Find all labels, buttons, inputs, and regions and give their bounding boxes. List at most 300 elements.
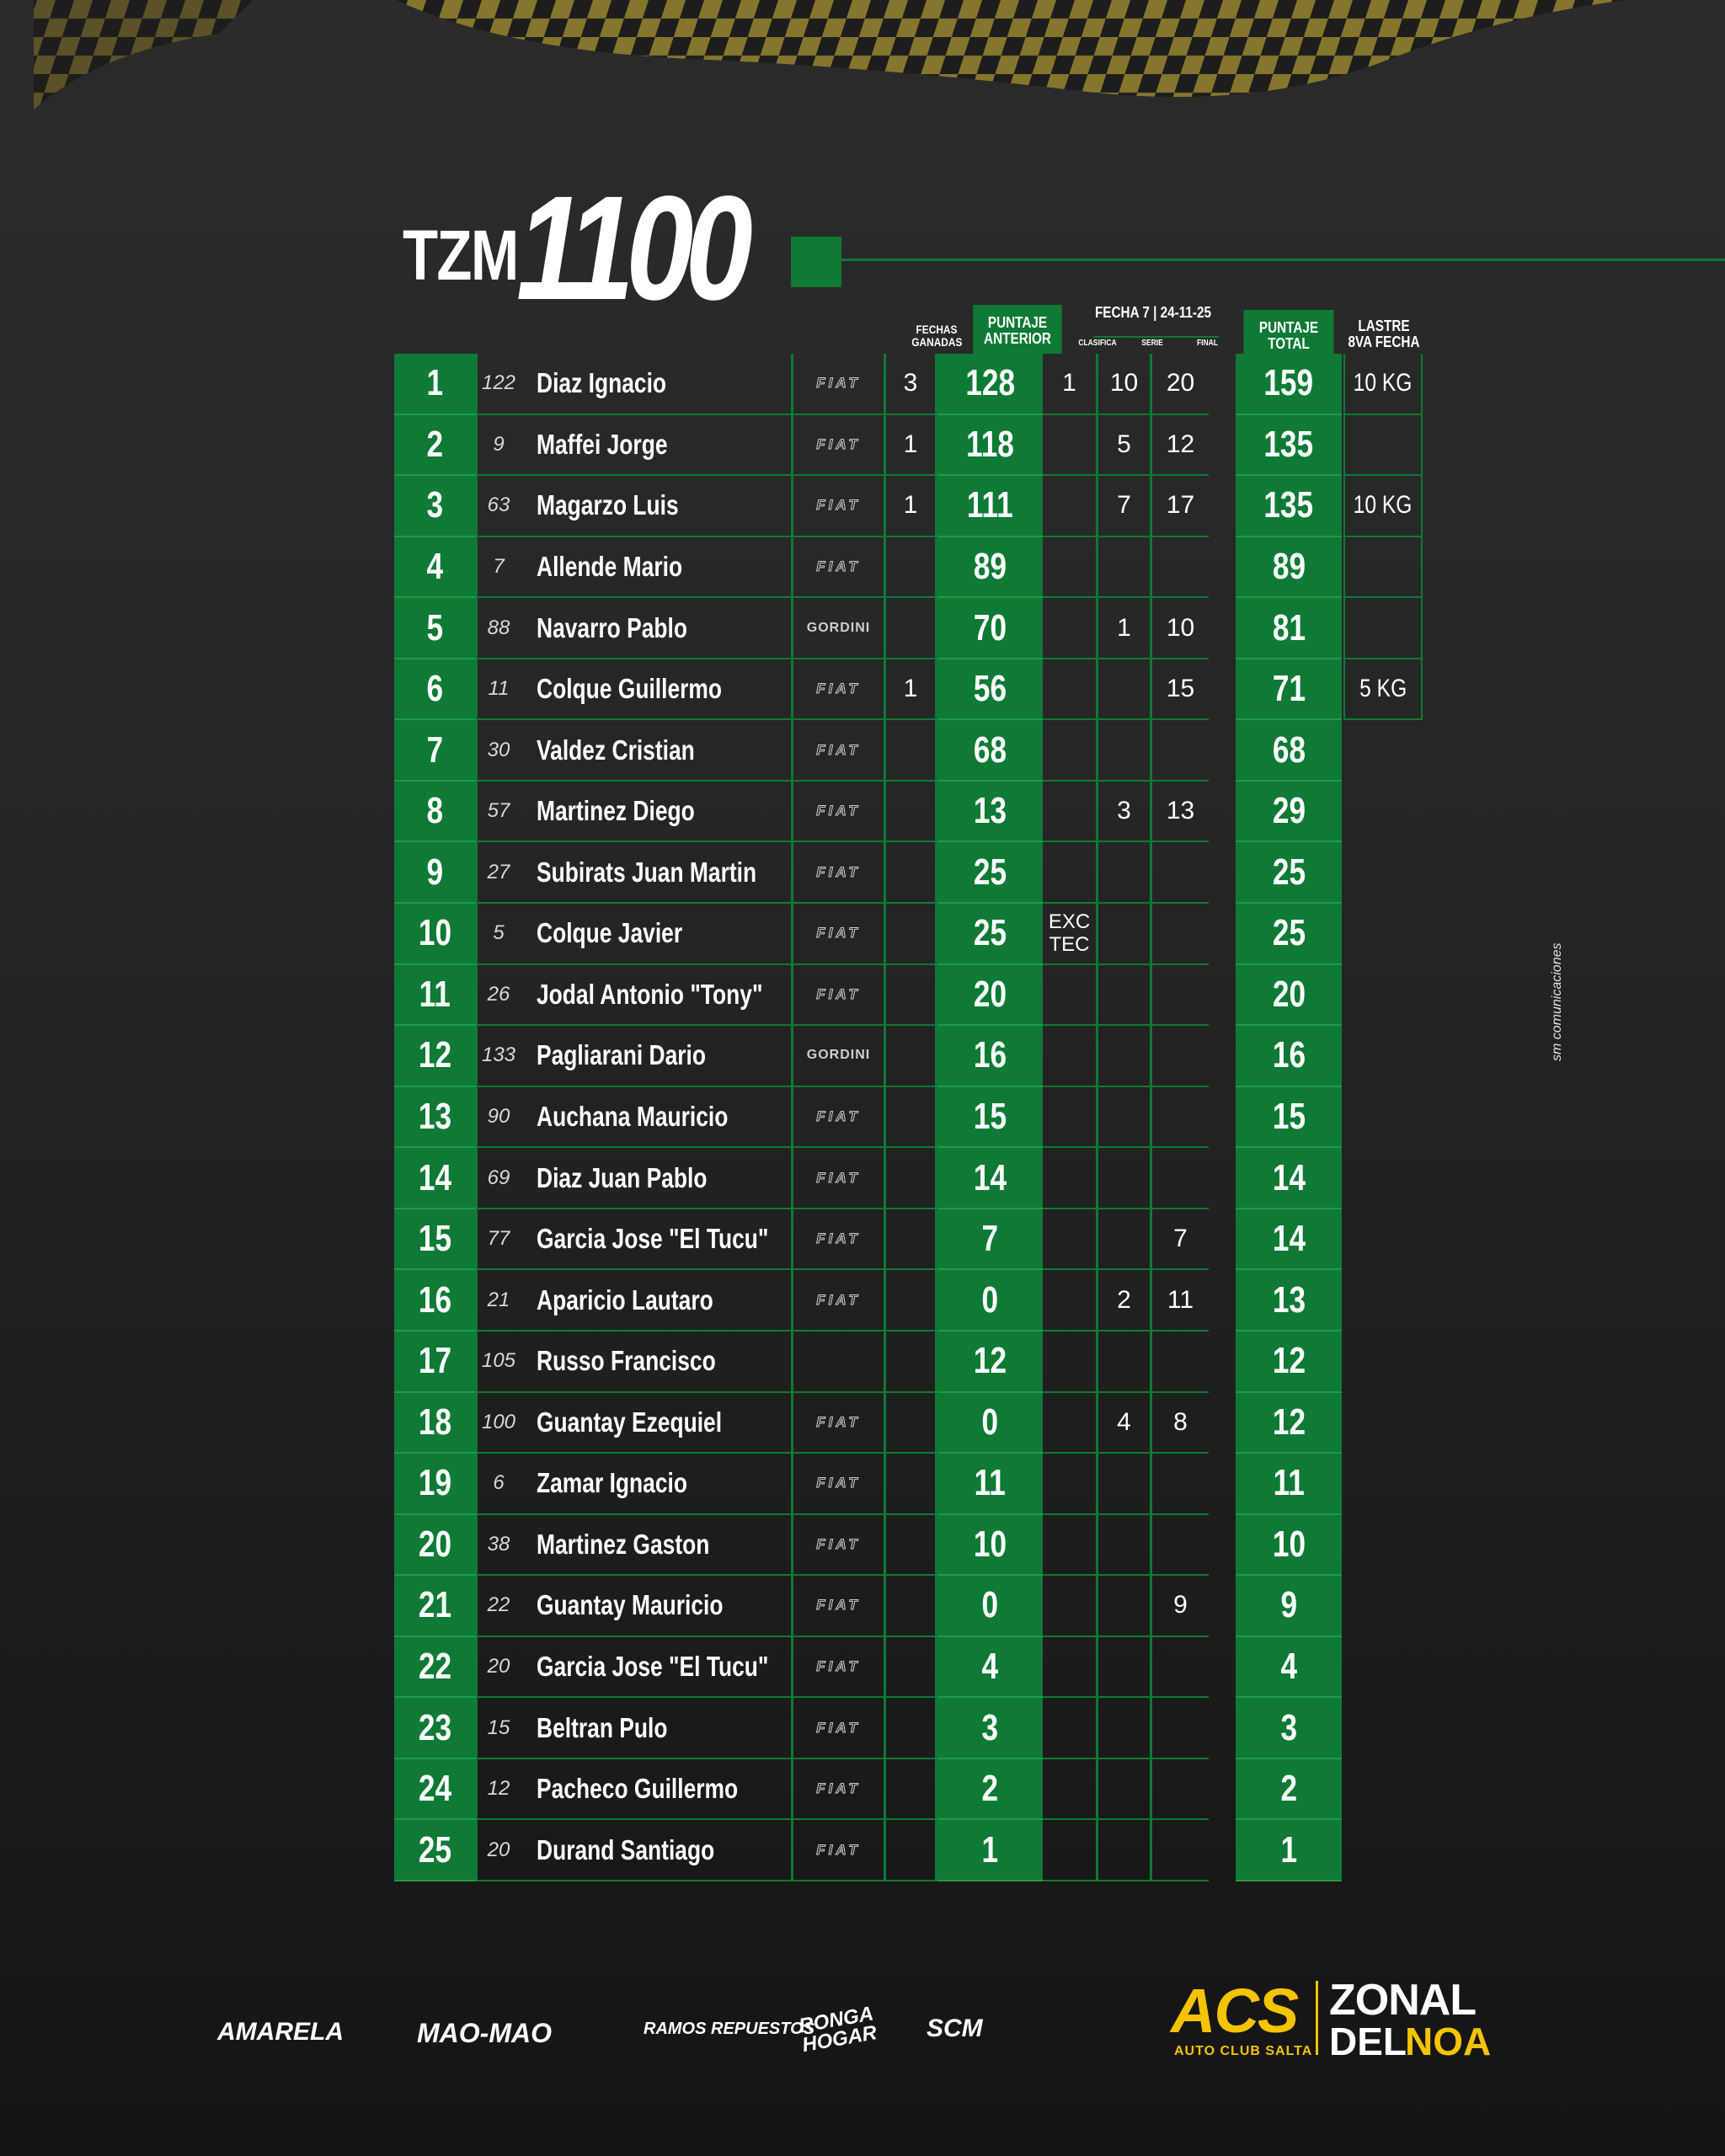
- brand-cell: [791, 598, 884, 659]
- position-value: 21: [418, 1584, 452, 1626]
- position-value: 24: [418, 1768, 452, 1810]
- brand-logo: GORDINI: [806, 620, 871, 635]
- puntaje-anterior-value: 3: [981, 1706, 999, 1748]
- driver-name: Diaz Juan Pablo: [537, 1161, 708, 1193]
- driver-name: Guantay Ezequiel: [537, 1406, 723, 1438]
- table-row: [394, 782, 1342, 843]
- puntaje-anterior-value: 20: [973, 973, 1007, 1015]
- driver-name: Colque Guillermo: [537, 673, 723, 705]
- zonal-logo-line1: ZONAL: [1329, 1976, 1477, 2025]
- brand-logo: FIAT: [816, 435, 861, 452]
- puntaje-anterior-value: 128: [965, 362, 1015, 404]
- brand-logo: FIAT: [816, 741, 861, 758]
- final-cell: [1152, 965, 1209, 1027]
- fechas-ganadas-cell: 1: [884, 476, 937, 537]
- final-cell: [1152, 1820, 1209, 1881]
- table-row: [394, 415, 1342, 477]
- puntaje-total-value: 11: [1273, 1462, 1305, 1504]
- brand-cell: [791, 1637, 884, 1699]
- car-number-cell: 122: [476, 354, 520, 415]
- fechas-ganadas-cell: [884, 1637, 937, 1699]
- driver-name: Russo Francisco: [537, 1345, 716, 1377]
- position-cell: [394, 1759, 476, 1821]
- table-row: [394, 1026, 1342, 1087]
- puntaje-anterior-value: 0: [981, 1278, 999, 1321]
- puntaje-anterior-value: 68: [973, 728, 1007, 771]
- puntaje-anterior-value: 56: [973, 668, 1007, 710]
- car-number-cell: 5: [476, 904, 520, 965]
- puntaje-anterior-value: 14: [973, 1156, 1007, 1198]
- driver-name-cell: [520, 1820, 791, 1881]
- driver-name-cell: [520, 415, 791, 477]
- brand-cell: [791, 659, 884, 721]
- position-cell: [394, 1698, 476, 1759]
- car-number-cell: 57: [476, 782, 520, 843]
- car-number-cell: 27: [476, 842, 520, 904]
- brand-cell: [791, 537, 884, 599]
- driver-name-cell: [520, 1087, 791, 1149]
- position-cell: [394, 965, 476, 1027]
- position-cell: [394, 659, 476, 721]
- puntaje-anterior-cell: [937, 537, 1043, 599]
- position-value: 1: [426, 362, 444, 404]
- fechas-ganadas-cell: [884, 842, 937, 904]
- brand-logo: FIAT: [816, 1291, 861, 1308]
- sponsor-mao-mao: MAO-MAO: [417, 2018, 552, 2048]
- position-cell: [394, 1515, 476, 1577]
- position-value: 23: [418, 1706, 452, 1748]
- car-number-cell: 21: [476, 1270, 520, 1331]
- driver-name-cell: [520, 1515, 791, 1577]
- puntaje-total-cell: [1236, 842, 1342, 904]
- clasifica-cell: [1043, 842, 1098, 904]
- car-number-cell: 69: [476, 1148, 520, 1209]
- brand-logo: FIAT: [816, 985, 861, 1002]
- brand-cell: [791, 354, 884, 415]
- car-number-cell: 38: [476, 1515, 520, 1577]
- puntaje-anterior-value: 70: [973, 606, 1007, 648]
- clasifica-cell: [1043, 598, 1098, 659]
- car-number-cell: 100: [476, 1393, 520, 1454]
- puntaje-anterior-cell: [937, 1393, 1043, 1454]
- driver-name-cell: [520, 904, 791, 965]
- position-value: 5: [426, 606, 444, 648]
- final-cell: [1152, 1637, 1209, 1699]
- position-value: 2: [426, 423, 444, 465]
- puntaje-anterior-value: 0: [981, 1584, 999, 1626]
- puntaje-total-cell: [1236, 1209, 1342, 1271]
- brand-logo: FIAT: [816, 1535, 861, 1552]
- clasifica-cell: [1043, 1026, 1098, 1087]
- sponsor-scm: SCM: [927, 2015, 983, 2042]
- fechas-ganadas-cell: [884, 598, 937, 659]
- puntaje-anterior-cell: [937, 1576, 1043, 1637]
- puntaje-total-cell: [1236, 537, 1342, 599]
- table-row: [394, 1393, 1342, 1454]
- serie-cell: [1098, 659, 1152, 721]
- final-cell: 11: [1152, 1270, 1209, 1331]
- clasifica-cell: [1043, 1393, 1098, 1454]
- serie-cell: [1098, 842, 1152, 904]
- lastre-cell: [1343, 415, 1423, 477]
- driver-name-cell: [520, 1270, 791, 1331]
- puntaje-total-value: 12: [1272, 1401, 1306, 1443]
- position-cell: [394, 1820, 476, 1881]
- position-value: 12: [418, 1034, 452, 1076]
- serie-cell: [1098, 1576, 1152, 1637]
- final-cell: [1152, 1087, 1209, 1149]
- final-cell: 7: [1152, 1209, 1209, 1271]
- fechas-ganadas-cell: 1: [884, 659, 937, 721]
- puntaje-anterior-value: 10: [973, 1523, 1007, 1565]
- puntaje-total-cell: [1236, 354, 1342, 415]
- puntaje-anterior-cell: [937, 1759, 1043, 1821]
- puntaje-total-value: 15: [1272, 1095, 1306, 1137]
- puntaje-anterior-cell: [937, 1698, 1043, 1759]
- puntaje-total-value: 25: [1272, 851, 1306, 893]
- logo-divider: [1316, 1981, 1318, 2055]
- table-row: [394, 1698, 1342, 1759]
- lastre-cell: [1343, 537, 1423, 599]
- brand-cell: [791, 1270, 884, 1331]
- driver-name: Aparicio Lautaro: [537, 1283, 713, 1315]
- position-cell: [394, 415, 476, 477]
- brand-logo: FIAT: [816, 1107, 861, 1124]
- driver-name: Allende Mario: [537, 550, 683, 582]
- final-cell: 8: [1152, 1393, 1209, 1454]
- table-row: [394, 1331, 1342, 1393]
- puntaje-anterior-value: 89: [973, 545, 1007, 587]
- puntaje-total-value: 10: [1272, 1523, 1306, 1565]
- fechas-ganadas-cell: [884, 1148, 937, 1209]
- position-cell: [394, 1270, 476, 1331]
- position-cell: [394, 598, 476, 659]
- driver-name-cell: [520, 1637, 791, 1699]
- puntaje-total-cell: [1236, 965, 1342, 1027]
- brand-cell: [791, 1026, 884, 1087]
- puntaje-total-value: 14: [1272, 1156, 1306, 1198]
- car-number-cell: 7: [476, 537, 520, 599]
- puntaje-total-cell: [1236, 1148, 1342, 1209]
- fechas-ganadas-cell: [884, 1698, 937, 1759]
- clasifica-cell: [1043, 537, 1098, 599]
- puntaje-anterior-value: 12: [973, 1340, 1007, 1382]
- puntaje-anterior-cell: [937, 476, 1043, 537]
- driver-name: Jodal Antonio "Tony": [537, 978, 763, 1010]
- driver-name: Auchana Mauricio: [537, 1100, 729, 1132]
- position-cell: [394, 1331, 476, 1393]
- brand-cell: [791, 842, 884, 904]
- driver-name-cell: [520, 720, 791, 782]
- brand-logo: FIAT: [816, 497, 861, 514]
- final-cell: [1152, 1759, 1209, 1821]
- acs-logo-subtitle: AUTO CLUB SALTA: [1174, 2044, 1313, 2058]
- header-puntaje-anterior: PUNTAJE ANTERIOR: [973, 305, 1061, 354]
- table-row: [394, 354, 1413, 415]
- puntaje-anterior-cell: [937, 415, 1043, 477]
- lastre-cell: [1343, 354, 1423, 415]
- table-row: [394, 965, 1342, 1027]
- checkered-flag-banner: [0, 0, 1725, 118]
- lastre-value: 5 KG: [1359, 675, 1407, 703]
- fechas-ganadas-cell: [884, 1759, 937, 1821]
- lastre-cell: [1343, 598, 1423, 659]
- puntaje-anterior-value: 25: [973, 912, 1007, 954]
- puntaje-anterior-cell: [937, 1454, 1043, 1515]
- final-cell: [1152, 904, 1209, 965]
- driver-name-cell: [520, 659, 791, 721]
- puntaje-anterior-cell: [937, 1087, 1043, 1149]
- brand-logo: FIAT: [816, 863, 861, 880]
- position-cell: [394, 1087, 476, 1149]
- position-value: 19: [418, 1462, 452, 1504]
- position-value: 9: [426, 851, 444, 893]
- final-cell: [1152, 1148, 1209, 1209]
- header-fechas-ganadas: FECHAS GANADAS: [911, 323, 963, 349]
- puntaje-total-cell: [1236, 415, 1342, 477]
- puntaje-anterior-cell: [937, 782, 1043, 843]
- position-value: 6: [426, 668, 444, 710]
- position-cell: [394, 1393, 476, 1454]
- brand-logo: FIAT: [816, 1597, 861, 1614]
- zonal-del-noa-logo: [1329, 1975, 1498, 2068]
- table-row: [394, 1820, 1342, 1881]
- driver-name: Navarro Pablo: [537, 611, 687, 643]
- puntaje-total-value: 25: [1272, 912, 1306, 954]
- table-row: [394, 1576, 1342, 1637]
- fechas-ganadas-cell: [884, 904, 937, 965]
- fechas-ganadas-cell: [884, 1087, 937, 1149]
- position-cell: [394, 904, 476, 965]
- serie-cell: [1098, 904, 1152, 965]
- car-number-cell: 88: [476, 598, 520, 659]
- clasifica-cell: [1043, 1270, 1098, 1331]
- driver-name: Diaz Ignacio: [537, 367, 667, 399]
- final-cell: 13: [1152, 782, 1209, 843]
- brand-cell: [791, 1209, 884, 1271]
- driver-name-cell: [520, 1331, 791, 1393]
- clasifica-cell: [1043, 1209, 1098, 1271]
- driver-name: Pacheco Guillermo: [537, 1773, 739, 1805]
- serie-cell: [1098, 720, 1152, 782]
- puntaje-anterior-cell: [937, 965, 1043, 1027]
- puntaje-anterior-cell: [937, 904, 1043, 965]
- puntaje-anterior-value: 7: [981, 1218, 999, 1260]
- brand-logo: FIAT: [816, 1475, 861, 1492]
- serie-cell: [1098, 1331, 1152, 1393]
- position-cell: [394, 354, 476, 415]
- position-cell: [394, 476, 476, 537]
- brand-logo: FIAT: [816, 1230, 861, 1247]
- position-cell: [394, 537, 476, 599]
- puntaje-total-value: 4: [1280, 1646, 1297, 1688]
- driver-name: Martinez Gaston: [537, 1528, 710, 1560]
- brand-logo: FIAT: [816, 1169, 861, 1186]
- driver-name-cell: [520, 1026, 791, 1087]
- header-final: FINAL: [1196, 339, 1219, 348]
- final-cell: 12: [1152, 415, 1209, 477]
- car-number-cell: 90: [476, 1087, 520, 1149]
- puntaje-total-cell: [1236, 782, 1342, 843]
- header-puntaje-total: PUNTAJE TOTAL: [1243, 310, 1333, 354]
- position-cell: [394, 720, 476, 782]
- fechas-ganadas-cell: [884, 1515, 937, 1577]
- brand-cell: [791, 782, 884, 843]
- brand-cell: [791, 1454, 884, 1515]
- serie-cell: [1098, 1698, 1152, 1759]
- fechas-ganadas-cell: [884, 537, 937, 599]
- puntaje-anterior-cell: [937, 1515, 1043, 1577]
- table-row: [394, 1209, 1342, 1271]
- final-cell: 15: [1152, 659, 1209, 721]
- brand-logo: GORDINI: [806, 1048, 871, 1063]
- serie-cell: 5: [1098, 415, 1152, 477]
- credit: [1550, 910, 1583, 1070]
- car-number-cell: 63: [476, 476, 520, 537]
- car-number-cell: 15: [476, 1698, 520, 1759]
- position-cell: [394, 782, 476, 843]
- puntaje-anterior-cell: [937, 1270, 1043, 1331]
- driver-name: Martinez Diego: [537, 795, 695, 827]
- final-cell: [1152, 1026, 1209, 1087]
- car-number-cell: 12: [476, 1759, 520, 1821]
- car-number-cell: 20: [476, 1820, 520, 1881]
- driver-name-cell: [520, 598, 791, 659]
- driver-name-cell: [520, 1148, 791, 1209]
- position-value: 7: [426, 728, 444, 771]
- puntaje-total-value: 29: [1272, 790, 1306, 832]
- puntaje-anterior-cell: [937, 598, 1043, 659]
- header-fecha-line: [1093, 336, 1219, 338]
- clasifica-cell: [1043, 720, 1098, 782]
- brand-logo: FIAT: [816, 1719, 861, 1736]
- header-fecha: FECHA 7 | 24-11-25: [1094, 304, 1212, 321]
- fechas-ganadas-cell: [884, 1576, 937, 1637]
- final-cell: 10: [1152, 598, 1209, 659]
- car-number-cell: 9: [476, 415, 520, 477]
- puntaje-total-value: 1: [1280, 1828, 1297, 1870]
- final-cell: [1152, 1515, 1209, 1577]
- table-row: [394, 659, 1407, 721]
- fechas-ganadas-cell: [884, 1209, 937, 1271]
- table-row: [394, 1759, 1342, 1821]
- driver-name: Valdez Cristian: [537, 734, 695, 766]
- serie-cell: 2: [1098, 1270, 1152, 1331]
- brand-logo: FIAT: [816, 375, 861, 392]
- driver-name-cell: [520, 354, 791, 415]
- car-number-cell: 30: [476, 720, 520, 782]
- puntaje-total-cell: [1236, 1393, 1342, 1454]
- position-cell: [394, 1148, 476, 1209]
- serie-cell: [1098, 1087, 1152, 1149]
- car-number-cell: 105: [476, 1331, 520, 1393]
- position-value: 16: [418, 1278, 452, 1321]
- final-cell: [1152, 1331, 1209, 1393]
- lastre-value: 10 KG: [1354, 491, 1413, 520]
- brand-cell: [791, 965, 884, 1027]
- title-accent-line: [841, 259, 1725, 261]
- clasifica-cell: [1043, 1454, 1098, 1515]
- clasifica-cell: [1043, 1087, 1098, 1149]
- puntaje-anterior-cell: [937, 1331, 1043, 1393]
- puntaje-total-value: 135: [1263, 423, 1314, 465]
- puntaje-total-cell: [1236, 598, 1342, 659]
- table-row: [394, 1637, 1342, 1699]
- clasifica-cell: [1043, 1576, 1098, 1637]
- puntaje-anterior-value: 118: [966, 423, 1014, 465]
- clasifica-cell: EXC TEC: [1043, 904, 1098, 965]
- fechas-ganadas-cell: [884, 1270, 937, 1331]
- clasifica-cell: [1043, 1820, 1098, 1881]
- clasifica-cell: [1043, 1698, 1098, 1759]
- car-number-cell: 22: [476, 1576, 520, 1637]
- position-value: 10: [418, 912, 452, 954]
- puntaje-total-value: 12: [1272, 1340, 1306, 1382]
- position-value: 11: [419, 973, 451, 1015]
- puntaje-anterior-cell: [937, 659, 1043, 721]
- puntaje-anterior-cell: [937, 1637, 1043, 1699]
- brand-cell: [791, 1393, 884, 1454]
- driver-name: Pagliarani Dario: [537, 1039, 707, 1071]
- puntaje-total-cell: [1236, 1759, 1342, 1821]
- table-row: [394, 1454, 1342, 1515]
- driver-name: Magarzo Luis: [537, 489, 679, 521]
- zonal-logo-line2: DEL: [1329, 2020, 1407, 2063]
- puntaje-anterior-cell: [937, 720, 1043, 782]
- table-row: [394, 1087, 1342, 1149]
- driver-name-cell: [520, 842, 791, 904]
- brand-cell: [791, 1515, 884, 1577]
- puntaje-anterior-value: 111: [967, 484, 1013, 526]
- position-cell: [394, 1026, 476, 1087]
- puntaje-total-value: 71: [1272, 668, 1306, 710]
- position-cell: [394, 1454, 476, 1515]
- brand-cell: [791, 476, 884, 537]
- brand-cell: [791, 1698, 884, 1759]
- fechas-ganadas-cell: 3: [884, 354, 937, 415]
- driver-name-cell: [520, 476, 791, 537]
- car-number-cell: 6: [476, 1454, 520, 1515]
- driver-name-cell: [520, 1454, 791, 1515]
- driver-name-cell: [520, 1576, 791, 1637]
- puntaje-total-value: 89: [1272, 545, 1306, 587]
- brand-cell: [791, 1331, 884, 1393]
- header-lastre: LASTRE 8VA FECHA: [1348, 318, 1420, 350]
- position-value: 20: [418, 1523, 452, 1565]
- position-value: 25: [418, 1828, 452, 1870]
- clasifica-cell: [1043, 1331, 1098, 1393]
- clasifica-cell: 1: [1043, 354, 1098, 415]
- puntaje-anterior-cell: [937, 842, 1043, 904]
- fechas-ganadas-cell: [884, 720, 937, 782]
- brand-logo: FIAT: [816, 803, 861, 819]
- fechas-ganadas-cell: [884, 965, 937, 1027]
- position-value: 17: [418, 1340, 452, 1382]
- brand-cell: [791, 1087, 884, 1149]
- serie-cell: 4: [1098, 1393, 1152, 1454]
- brand-cell: [791, 1820, 884, 1881]
- driver-name-cell: [520, 537, 791, 599]
- serie-cell: 3: [1098, 782, 1152, 843]
- final-cell: [1152, 720, 1209, 782]
- driver-name: Maffei Jorge: [537, 428, 668, 460]
- driver-name: Subirats Juan Martin: [537, 856, 757, 888]
- final-cell: 9: [1152, 1576, 1209, 1637]
- sponsor-amarela: AMARELA: [217, 2018, 344, 2046]
- serie-cell: [1098, 1209, 1152, 1271]
- sponsor-ronga-hogar: RONGA HOGAR: [797, 2002, 879, 2057]
- fechas-ganadas-cell: [884, 782, 937, 843]
